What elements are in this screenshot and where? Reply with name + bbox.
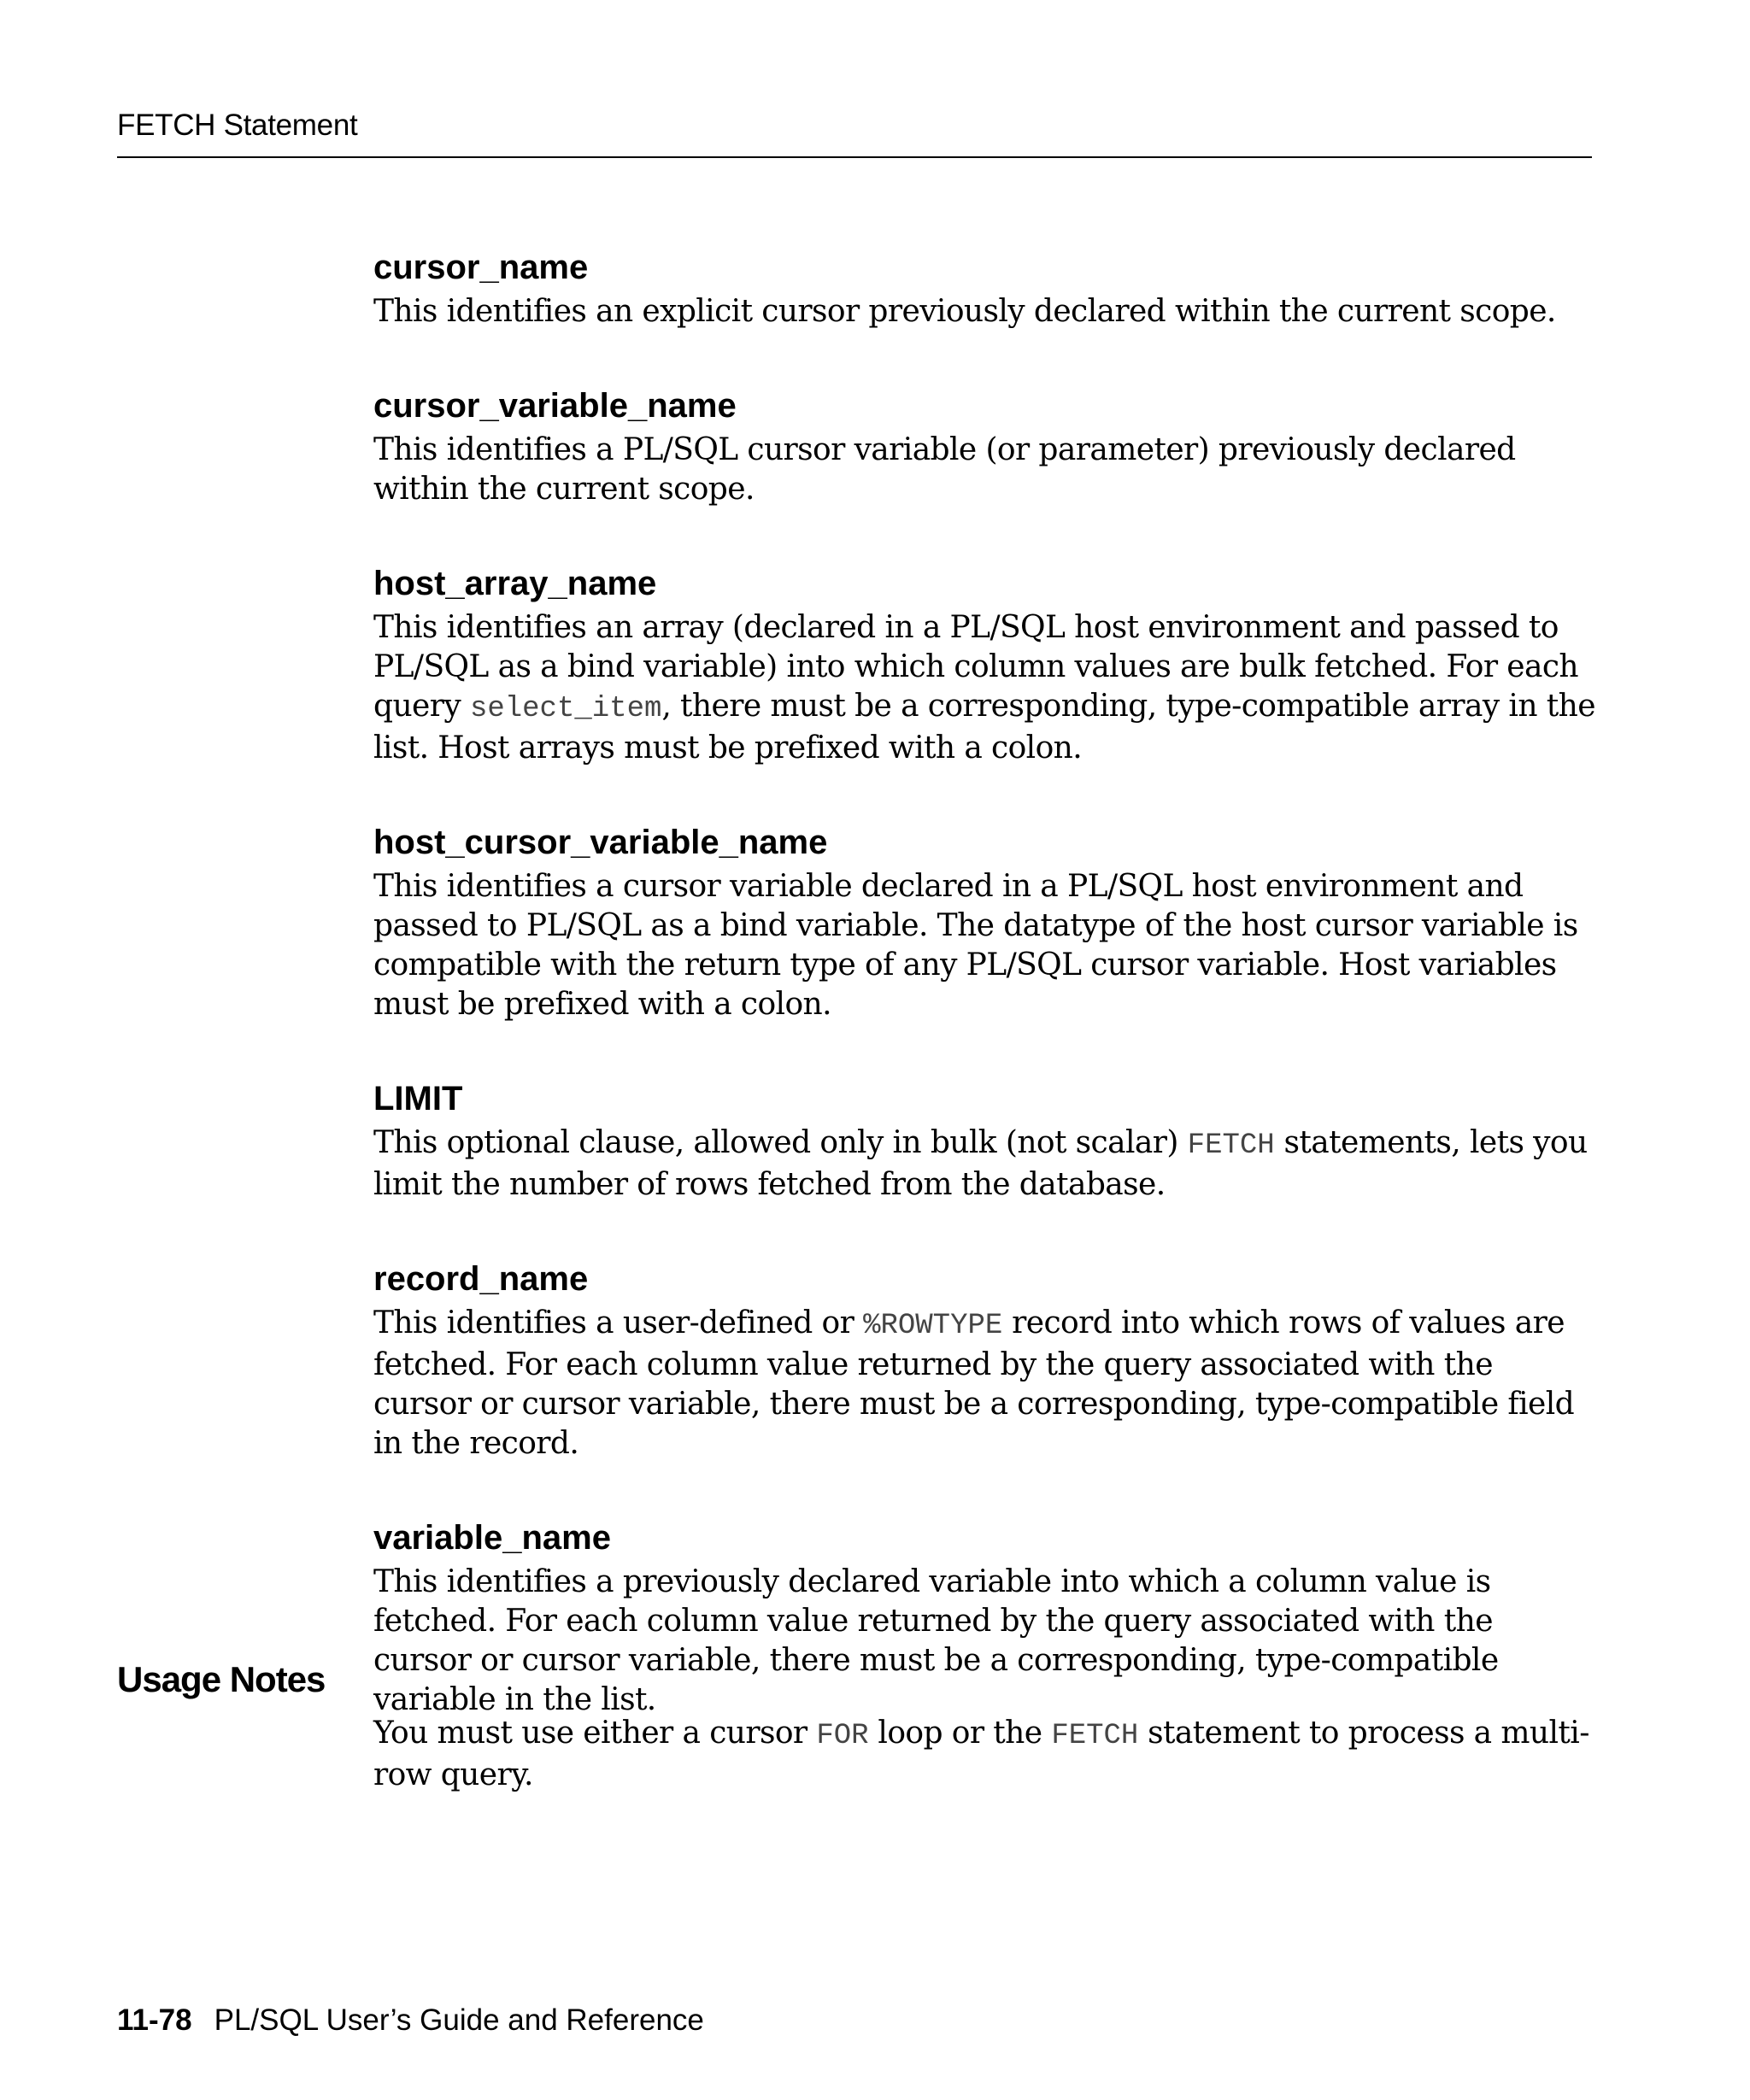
description-text: This identifies an array (declared in a PL/SQL host environment and passed to PL/SQL as a bind variable) into which column values are bulk fetched. For each query [373, 610, 1579, 724]
description-text: statements, lets you limit the number of rows fetched from the database. [373, 1125, 1588, 1202]
param-description: This identifies a PL/SQL cursor variable (or parameter) previously declared within the current scope. [373, 432, 1516, 507]
usage-text: loop or the [868, 1716, 1052, 1751]
param-name: host_cursor_variable_name [373, 824, 828, 861]
page-footer [117, 2003, 704, 2038]
usage-notes-heading: Usage Notes [117, 1659, 326, 1699]
param-cursor-variable-name [373, 384, 1595, 509]
code-rowtype: %ROWTYPE [863, 1310, 1003, 1342]
param-name: cursor_variable_name [373, 387, 737, 425]
param-description: This identifies an explicit cursor previously declared within the current scope. [373, 294, 1556, 329]
param-host-array-name [373, 562, 1595, 768]
param-name: cursor_name [373, 249, 589, 286]
param-record-name [373, 1258, 1595, 1464]
param-description: This identifies a previously declared variable into which a column value is fetched. For each column value returned by the query associated with the cursor or cursor variable, there must be a corresponding, type-compatible variable in the list. [373, 1564, 1499, 1717]
param-description [373, 1123, 1595, 1205]
book-title: PL/SQL User’s Guide and Reference [214, 2003, 704, 2037]
code-fetch: FETCH [1187, 1129, 1275, 1162]
description-text: This optional clause, allowed only in bulk (not scalar) [373, 1125, 1188, 1160]
usage-notes-text [373, 1714, 1595, 1795]
param-variable-name [373, 1516, 1595, 1720]
page-number: 11-78 [117, 2003, 192, 2037]
running-header: FETCH Statement [117, 109, 358, 142]
param-description [373, 608, 1595, 768]
code-select-item: select_item [469, 693, 662, 725]
description-text: This identifies a user-defined or [373, 1305, 864, 1340]
header-rule [117, 156, 1592, 158]
description-text: record into which rows of values are fetched. For each column value returned by the query associated with the cursor or cursor variable, there must be a corresponding, type-compatible field in the record. [373, 1305, 1575, 1461]
usage-text: You must use either a cursor [373, 1716, 817, 1751]
param-name: variable_name [373, 1519, 611, 1557]
param-cursor-name [373, 246, 1595, 331]
param-host-cursor-variable-name [373, 821, 1595, 1024]
code-fetch: FETCH [1051, 1720, 1139, 1752]
param-name: LIMIT [373, 1080, 463, 1117]
code-for: FOR [816, 1720, 869, 1752]
param-limit [373, 1077, 1595, 1205]
param-description: This identifies a cursor variable declared in a PL/SQL host environment and passed to PL/SQL as a bind variable. The datatype of the host cursor variable is compatible with the return type of any PL/SQL cursor variable. Host variables must be prefixed with a colon. [373, 869, 1578, 1022]
param-description [373, 1304, 1595, 1464]
param-name: host_array_name [373, 565, 657, 602]
description-text: , there must be a corresponding, type-compatible array in the list. Host arrays must be prefixed with a colon. [373, 689, 1595, 766]
parameter-list [373, 246, 1595, 1773]
usage-text: statement to process a multi-row query. [373, 1716, 1589, 1792]
param-name: record_name [373, 1260, 589, 1298]
